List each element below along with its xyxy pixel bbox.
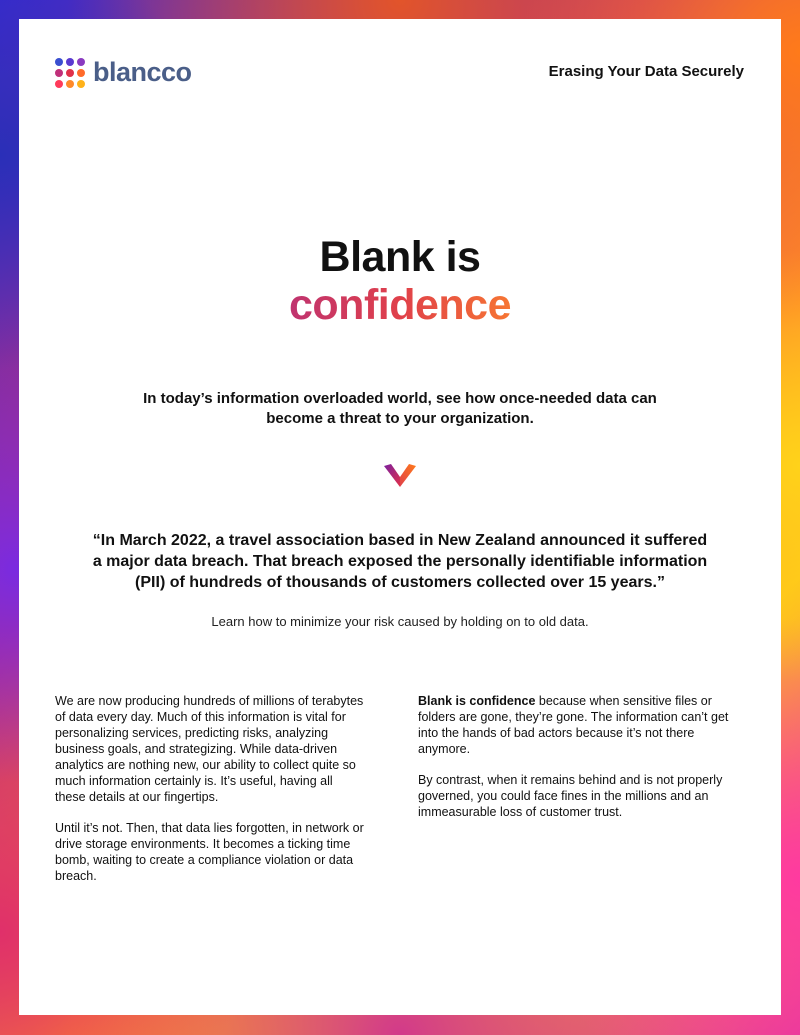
learn-more-text: Learn how to minimize your risk caused by holding on to old data. <box>211 614 589 629</box>
document-page <box>19 19 781 1015</box>
header-tagline: Erasing Your Data Securely <box>548 63 744 80</box>
logo-dot <box>55 80 63 88</box>
logo-dot <box>77 69 85 77</box>
headline-line-2: confidence <box>19 281 781 329</box>
right-paragraph-2: By contrast, when it remains behind and is not properly governed, you could face fines in the millions and an immeasurable loss of customer trust. <box>418 773 723 819</box>
left-paragraph-1: We are now producing hundreds of millions of terabytes of data every day. Much of this information is vital for personalizing services, predicting risks, analyzing business goals, and strategizing. While data-driven analytics are nothing new, our ability to collect quite so much information certainly is. It’s useful, having all these details at our fingertips. <box>55 694 364 804</box>
logo-dot <box>55 58 63 66</box>
logo-dot <box>66 80 74 88</box>
chevron-down-icon <box>384 464 416 493</box>
logo-dot <box>77 58 85 66</box>
left-paragraph-2: Until it’s not. Then, that data lies forgotten, in network or drive storage environments. It becomes a ticking time bomb, waiting to create a compliance violation or data breach. <box>55 821 364 883</box>
right-column <box>418 693 743 835</box>
quote-text: “In March 2022, a travel association based in New Zealand announced it suffered a major data breach. That breach exposed the personally identifiable information (PII) of hundreds of thousands of customers collected over 15 years.” <box>92 532 708 591</box>
logo-dot <box>55 69 63 77</box>
logo-dot <box>77 80 85 88</box>
headline-line-1: Blank is <box>319 233 481 281</box>
logo-dots-icon <box>55 58 85 88</box>
left-column <box>55 693 365 899</box>
logo-dot <box>66 69 74 77</box>
intro-text: In today’s information overloaded world, see how once-needed data can become a threat to your organization. <box>143 390 657 427</box>
right-paragraph-1-bold: Blank is confidence <box>418 694 536 708</box>
right-paragraph-1 <box>418 693 743 757</box>
logo-dot <box>66 58 74 66</box>
right-paragraph-1-rest: because when sensitive files or folders are gone, they’re gone. The information can’t get into the hands of bad actors because it’s not there anymore. <box>418 694 729 756</box>
logo-text: blancco <box>93 57 192 87</box>
blancco-logo <box>55 57 192 88</box>
headline <box>19 233 781 329</box>
